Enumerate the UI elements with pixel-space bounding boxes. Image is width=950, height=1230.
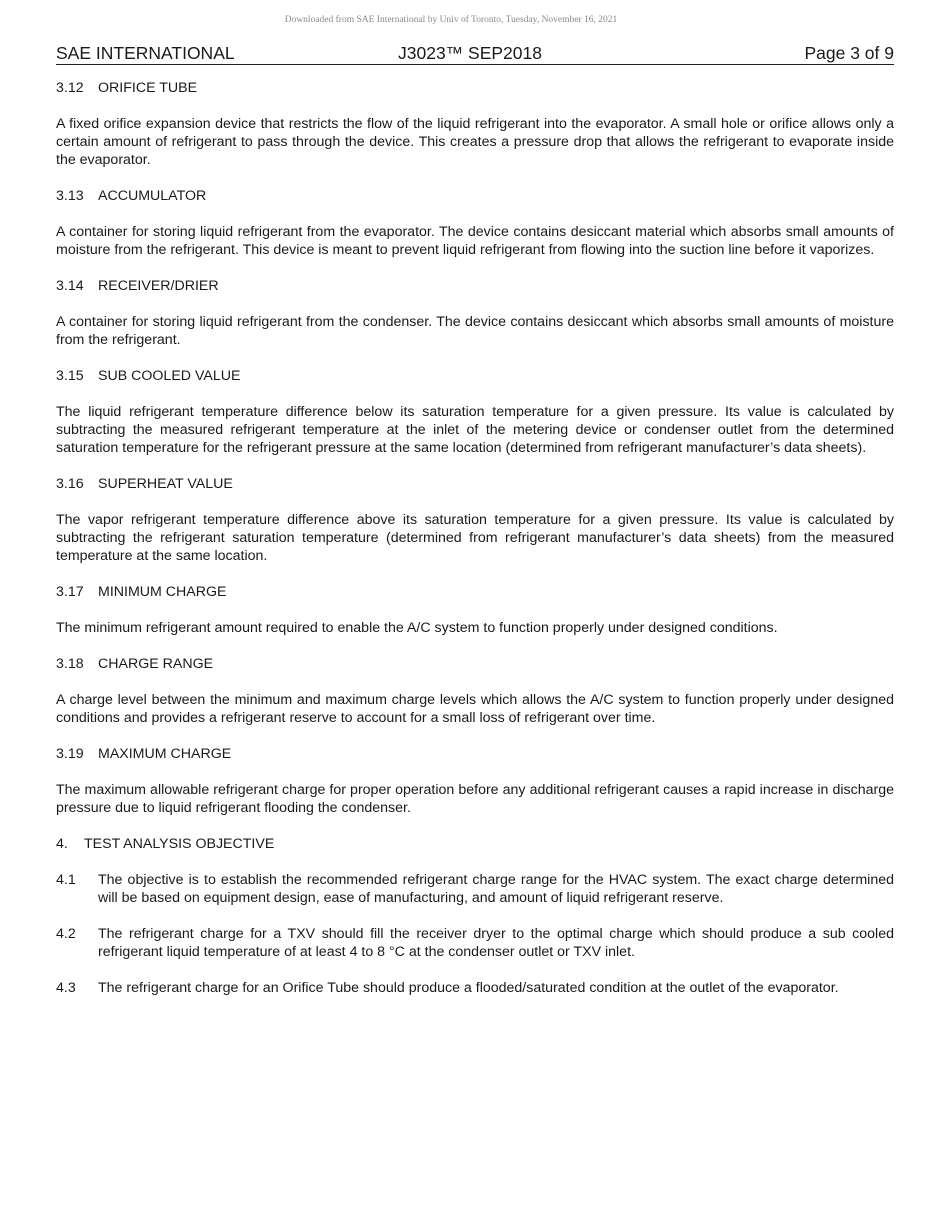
section-paragraph: A fixed orifice expansion device that restricts the flow of the liquid refrigerant into the evaporator. A small hole or orifice allows only a certain amount of refrigerant to pass through the device. This creates a pressure drop that allows the refrigerant to evaporate inside the evaporator.	[56, 116, 894, 168]
download-watermark: Downloaded from SAE International by Univ of Toronto, Tuesday, November 16, 2021	[284, 15, 618, 25]
section-title: SUPERHEAT VALUE	[98, 476, 233, 492]
section-title: SUB COOLED VALUE	[98, 368, 241, 384]
section-number: 3.19	[56, 746, 84, 762]
section-title: ORIFICE TUBE	[98, 80, 198, 96]
section-heading	[56, 187, 894, 205]
item-number: 4.2	[56, 926, 76, 942]
section-heading	[56, 79, 894, 97]
section-number: 3.12	[56, 80, 84, 96]
item-text: The objective is to establish the recommended refrigerant charge range for the HVAC system. The exact charge determined will be based on equipment design, ease of manufacturing, and amount of liquid refrigerant reserve.	[98, 872, 894, 906]
section-paragraph: A charge level between the minimum and maximum charge levels which allows the A/C system to function properly under designed conditions and provides a refrigerant reserve to account for a small loss of refrigerant over time.	[56, 692, 894, 726]
section-number: 3.17	[56, 584, 84, 600]
section-title: RECEIVER/DRIER	[98, 278, 219, 294]
item-text: The refrigerant charge for a TXV should fill the receiver dryer to the optimal charge which should produce a sub cooled refrigerant liquid temperature of at least 4 to 8 °C at the condenser outlet or TXV inlet.	[98, 926, 894, 960]
section-number: 4.	[56, 836, 68, 852]
numbered-item	[56, 925, 894, 961]
section-heading	[56, 655, 894, 673]
page-header	[56, 43, 894, 65]
section-paragraph: The minimum refrigerant amount required to enable the A/C system to function properly under designed conditions.	[56, 620, 778, 636]
section-heading	[56, 277, 894, 295]
section-4-heading	[56, 835, 894, 853]
item-number: 4.3	[56, 980, 76, 996]
section-paragraph: A container for storing liquid refrigerant from the condenser. The device contains desiccant which absorbs small amounts of moisture from the refrigerant.	[56, 314, 894, 348]
section-paragraph: A container for storing liquid refrigerant from the evaporator. The device contains desiccant material which absorbs small amounts of moisture from the refrigerant. This device is meant to prevent liquid refrigerant from flowing into the suction line before it vaporizes.	[56, 224, 894, 258]
section-number: 3.18	[56, 656, 84, 672]
section-number: 3.15	[56, 368, 84, 384]
section-number: 3.13	[56, 188, 84, 204]
section-paragraph: The vapor refrigerant temperature difference above its saturation temperature for a given pressure. Its value is calculated by subtracting the refrigerant saturation temperature (determined from refrigerant manufacturer’s data sheets) from the measured temperature at the same location.	[56, 512, 894, 564]
numbered-item	[56, 871, 894, 907]
item-text: The refrigerant charge for an Orifice Tube should produce a flooded/saturated condition at the outlet of the evaporator.	[98, 980, 839, 996]
header-document-id: J3023™ SEP2018	[398, 43, 542, 63]
header-page-number: Page 3 of 9	[804, 43, 894, 63]
section-title: ACCUMULATOR	[98, 188, 207, 204]
numbered-item	[56, 979, 894, 997]
section-paragraph: The liquid refrigerant temperature difference below its saturation temperature for a given pressure. Its value is calculated by subtracting the measured refrigerant temperature at the inlet of the metering device or condenser outlet from the determined saturation temperature for the refrigerant pressure at the same location (determined from refrigerant manufacturer’s data sheets).	[56, 404, 894, 456]
section-number: 3.16	[56, 476, 84, 492]
section-title: TEST ANALYSIS OBJECTIVE	[84, 836, 275, 852]
section-title: CHARGE RANGE	[98, 656, 214, 672]
section-number: 3.14	[56, 278, 84, 294]
section-heading	[56, 367, 894, 385]
section-title: MAXIMUM CHARGE	[98, 746, 232, 762]
section-heading	[56, 745, 894, 763]
section-paragraph: The maximum allowable refrigerant charge for proper operation before any additional refrigerant causes a rapid increase in discharge pressure due to liquid refrigerant flooding the condenser.	[56, 782, 894, 816]
section-heading	[56, 475, 894, 493]
section-title: MINIMUM CHARGE	[98, 584, 227, 600]
item-number: 4.1	[56, 872, 76, 888]
header-organization: SAE INTERNATIONAL	[56, 43, 235, 63]
document-body	[56, 79, 894, 1015]
section-heading	[56, 583, 894, 601]
